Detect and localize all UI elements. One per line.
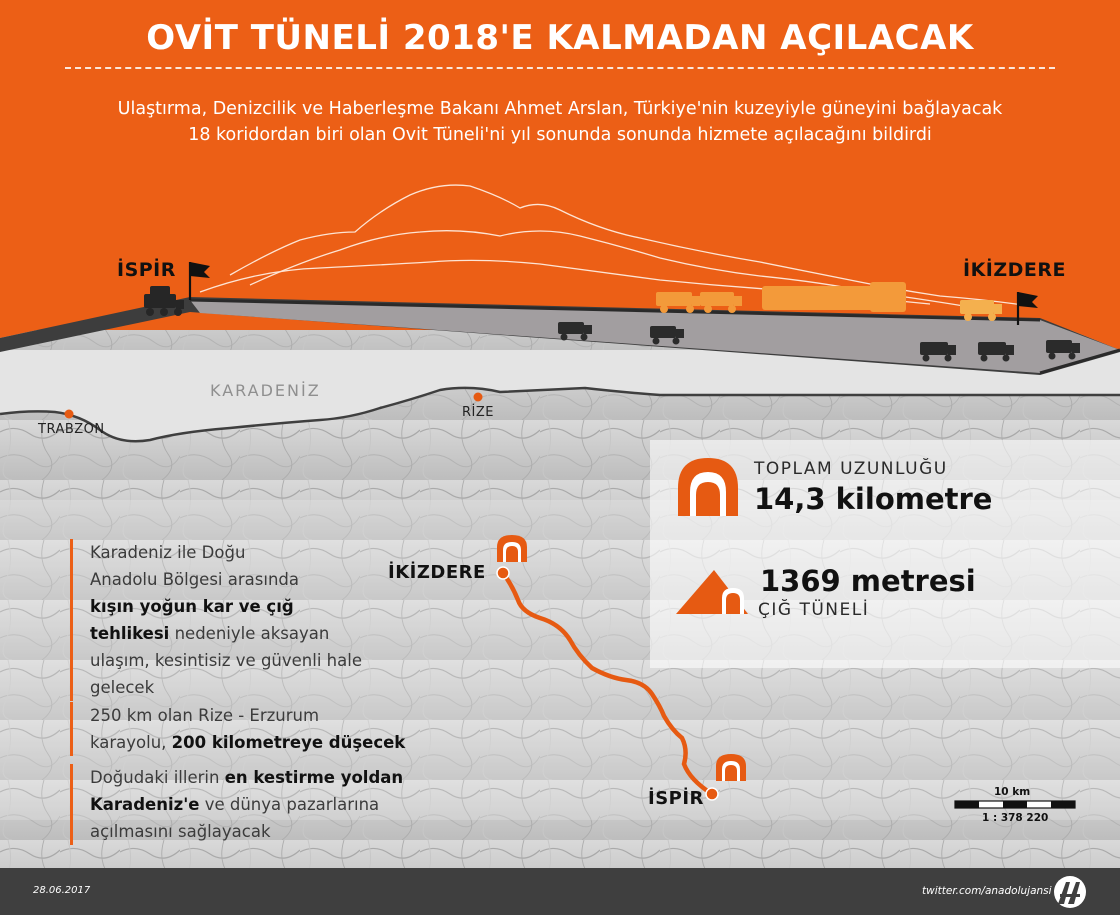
- length-label: TOPLAM UZUNLUĞU: [754, 459, 948, 479]
- note-3-text-b: ve dünya pazarlarına: [199, 795, 380, 814]
- scale-distance: 10 km: [994, 786, 1031, 798]
- footer-date: 28.06.2017: [33, 885, 91, 896]
- note-block-2: [70, 702, 405, 756]
- note-1-text-c: nedeniyle aksayan: [169, 624, 330, 643]
- avalanche-icon: [676, 570, 748, 614]
- aa-logo-icon: [1050, 874, 1090, 910]
- note-block-1: [70, 539, 362, 701]
- note-3-text-a: Doğudaki illerin: [90, 768, 225, 787]
- note-1-bold-2: tehlikesi: [90, 624, 170, 643]
- subtitle: [60, 96, 1060, 148]
- road-label-ikizdere: İKİZDERE: [963, 259, 1066, 281]
- subtitle-line-2: 18 koridordan biri olan Ovit Tüneli'ni yıl sonunda sonunda hizmete açılacağını bildirdi: [188, 125, 932, 145]
- note-1-line-3: [90, 593, 362, 620]
- length-value: 14,3 kilometre: [754, 482, 993, 516]
- note-1-line-1: Karadeniz ile Doğu: [90, 543, 246, 562]
- note-1-line-6: gelecek: [90, 678, 155, 697]
- note-2-line-2: [90, 729, 405, 756]
- tunnel-icon-ikizdere: [497, 535, 527, 562]
- note-3-line-3: açılmasını sağlayacak: [90, 822, 271, 841]
- note-1-line-4: [90, 620, 362, 647]
- note-2-line-1: 250 km olan Rize - Erzurum: [90, 706, 320, 725]
- rize-marker: [474, 393, 483, 402]
- note-1-line-2: Anadolu Bölgesi arasında: [90, 570, 299, 589]
- note-3-line-2: [90, 791, 403, 818]
- road-label-ispir: İSPİR: [117, 259, 176, 281]
- note-3-bold-1: en kestirme yoldan: [224, 768, 404, 787]
- note-3-bold-2: Karadeniz'e: [90, 795, 200, 814]
- note-1-line-5: ulaşım, kesintisiz ve güvenli hale: [90, 651, 362, 670]
- twitter-link[interactable]: twitter.com/anadolujansi: [922, 885, 1052, 897]
- trabzon-marker: [65, 410, 74, 419]
- avalanche-label: ÇIĞ TÜNELİ: [758, 600, 870, 620]
- scale-ratio: 1 : 378 220: [982, 812, 1049, 824]
- tunnel-icon-large: [678, 458, 738, 516]
- note-2-bold: 200 kilometreye düşecek: [171, 733, 406, 752]
- footer: [0, 868, 1120, 915]
- avalanche-value: 1369 metresi: [760, 564, 976, 598]
- note-2-text-b: karayolu,: [90, 733, 172, 752]
- note-block-3: [70, 764, 403, 845]
- tunnel-route: [503, 573, 712, 794]
- city-label-trabzon: TRABZON: [38, 422, 105, 437]
- note-1-bold-1: kışın yoğun kar ve çığ: [90, 597, 294, 616]
- sea-label: KARADENİZ: [210, 381, 321, 400]
- tunnel-icon-ispir: [716, 754, 746, 781]
- title-divider: [65, 67, 1055, 69]
- ikizdere-marker: [497, 567, 509, 579]
- note-3-line-1: [90, 764, 403, 791]
- map-label-ispir: İSPİR: [648, 788, 704, 809]
- map-label-ikizdere: İKİZDERE: [388, 562, 486, 583]
- page-title: OVİT TÜNELİ 2018'E KALMADAN AÇILACAK: [146, 18, 974, 58]
- scale-bar: [955, 801, 1075, 808]
- subtitle-line-1: Ulaştırma, Denizcilik ve Haberleşme Bakanı Ahmet Arslan, Türkiye'nin kuzeyiyle güneyini bağlayacak: [117, 99, 1003, 119]
- ispir-marker: [706, 788, 718, 800]
- city-label-rize: RİZE: [462, 405, 494, 420]
